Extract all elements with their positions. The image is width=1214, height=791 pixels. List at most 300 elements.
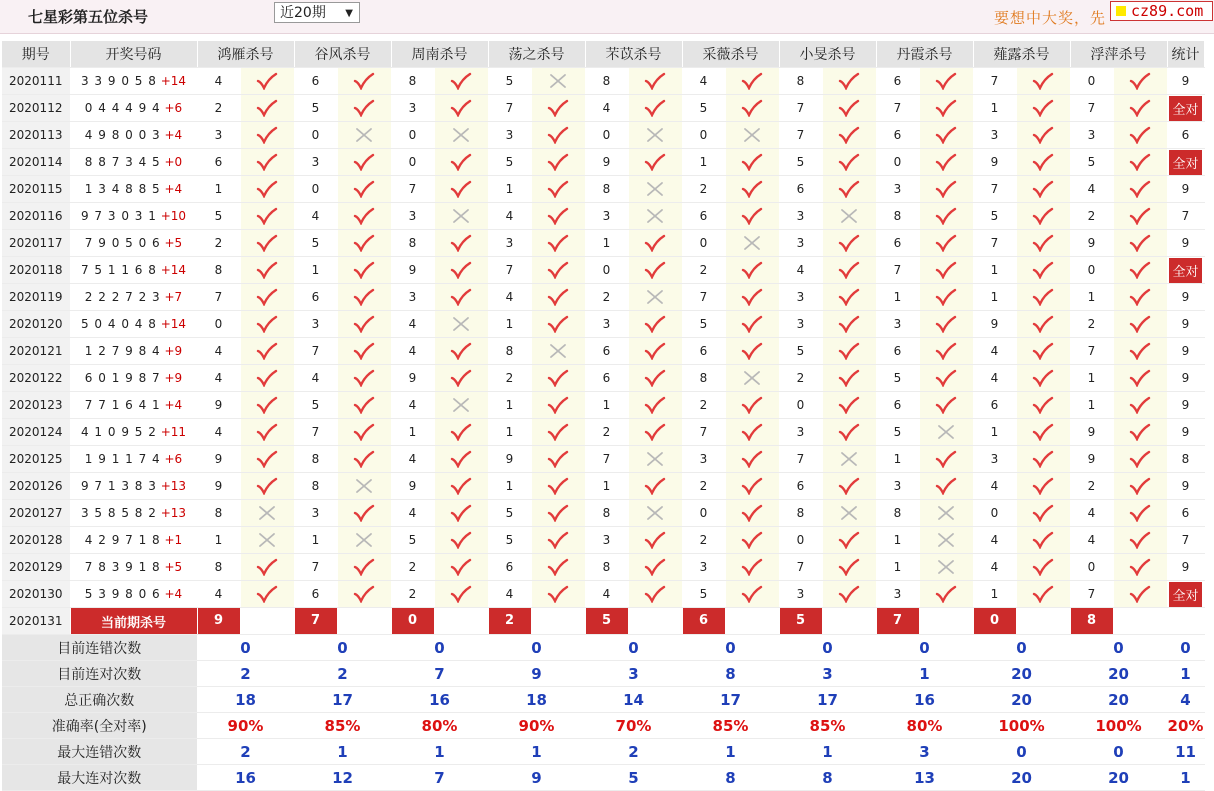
draw-numbers-cell [70, 95, 197, 122]
check-icon [1129, 504, 1151, 522]
kill-number-cell: 4 [1070, 176, 1113, 203]
check-icon [547, 315, 569, 333]
result-correct [1016, 500, 1070, 527]
check-icon [741, 531, 763, 549]
cross-icon [353, 126, 375, 144]
check-icon [547, 234, 569, 252]
kill-number-cell: 9 [197, 446, 240, 473]
check-icon [256, 450, 278, 468]
kill-number-cell: 6 [876, 122, 919, 149]
cross-icon [741, 369, 763, 387]
table-row [2, 581, 1204, 608]
result-correct [725, 500, 779, 527]
kill-number-cell: 3 [779, 230, 822, 257]
check-icon [256, 288, 278, 306]
summary-value: 0 [488, 635, 585, 661]
kill-number-cell: 1 [973, 284, 1016, 311]
kill-number-cell: 8 [391, 68, 434, 95]
result-correct [240, 257, 294, 284]
draw-numbers-cell [70, 500, 197, 527]
summary-row [2, 739, 1204, 765]
draw-sum: +9 [160, 344, 183, 358]
result-wrong [337, 527, 391, 554]
draw-numbers: 5 3 9 8 0 6 [84, 587, 161, 601]
check-icon [450, 153, 472, 171]
result-correct [725, 446, 779, 473]
draw-numbers: 4 9 8 0 0 3 [84, 128, 161, 142]
result-correct [725, 338, 779, 365]
check-icon [838, 369, 860, 387]
check-icon [1129, 531, 1151, 549]
kill-number-cell: 8 [197, 554, 240, 581]
correct-count: 9 [1181, 290, 1190, 304]
kill-number-cell: 3 [488, 122, 531, 149]
result-correct [1113, 365, 1167, 392]
kill-number-cell: 7 [488, 95, 531, 122]
check-icon [353, 72, 375, 90]
row-stat-cell [1167, 338, 1204, 365]
summary-value: 3 [585, 661, 682, 687]
summary-value: 1 [294, 739, 391, 765]
result-correct [240, 392, 294, 419]
result-correct [434, 284, 488, 311]
cross-icon [353, 477, 375, 495]
cross-icon [450, 315, 472, 333]
check-icon [353, 504, 375, 522]
result-correct [240, 203, 294, 230]
result-correct [240, 230, 294, 257]
draw-sum: +5 [160, 236, 183, 250]
table-row [2, 149, 1204, 176]
draw-numbers: 0 4 4 4 9 4 [84, 101, 161, 115]
draw-numbers-cell [70, 176, 197, 203]
result-correct [240, 419, 294, 446]
correct-count: 7 [1181, 533, 1190, 547]
period-cell: 2020130 [2, 581, 70, 608]
result-correct [628, 149, 682, 176]
correct-count: 7 [1181, 209, 1190, 223]
result-correct [1113, 446, 1167, 473]
kill-number-cell: 2 [197, 95, 240, 122]
check-icon [547, 261, 569, 279]
check-icon [547, 423, 569, 441]
kill-number-cell: 0 [197, 311, 240, 338]
summary-value: 0 [973, 739, 1070, 765]
check-icon [1129, 126, 1151, 144]
result-correct [1113, 311, 1167, 338]
result-correct [822, 527, 876, 554]
result-wrong [725, 122, 779, 149]
kill-number-cell: 4 [197, 338, 240, 365]
check-icon [353, 423, 375, 441]
kill-number-cell: 1 [294, 527, 337, 554]
kill-number-cell: 8 [682, 365, 725, 392]
draw-numbers: 4 2 9 7 1 8 [84, 533, 161, 547]
kill-number-cell: 6 [294, 68, 337, 95]
kill-number-cell: 3 [876, 473, 919, 500]
check-icon [353, 450, 375, 468]
result-correct [628, 392, 682, 419]
correct-count: 6 [1181, 128, 1190, 142]
result-correct [240, 446, 294, 473]
summary-value: 100% [1070, 713, 1167, 739]
current-period-row [2, 608, 1204, 635]
kill-number-cell: 5 [682, 581, 725, 608]
period-cell: 2020122 [2, 365, 70, 392]
check-icon [838, 315, 860, 333]
result-correct [919, 311, 973, 338]
draw-numbers-cell [70, 149, 197, 176]
kill-number-cell: 7 [682, 284, 725, 311]
kill-number-cell: 3 [779, 581, 822, 608]
summary-value: 1 [876, 661, 973, 687]
table-row [2, 203, 1204, 230]
draw-numbers-cell [70, 419, 197, 446]
result-correct [628, 311, 682, 338]
check-icon [644, 396, 666, 414]
check-icon [1032, 315, 1054, 333]
kill-number-cell: 6 [488, 554, 531, 581]
kill-number-cell: 8 [197, 500, 240, 527]
period-cell: 2020129 [2, 554, 70, 581]
draw-sum: +14 [156, 74, 187, 88]
result-correct [1016, 68, 1070, 95]
check-icon [1129, 315, 1151, 333]
summary-value: 8 [779, 765, 876, 791]
row-stat-cell [1167, 95, 1204, 122]
result-correct [725, 149, 779, 176]
result-correct [434, 527, 488, 554]
check-icon [741, 423, 763, 441]
check-icon [838, 153, 860, 171]
result-wrong [822, 446, 876, 473]
kill-number-cell: 3 [294, 500, 337, 527]
kill-number-cell: 3 [876, 581, 919, 608]
kill-number-cell: 4 [682, 68, 725, 95]
kill-number-cell: 8 [488, 338, 531, 365]
kill-number-cell: 4 [1070, 500, 1113, 527]
check-icon [1129, 72, 1151, 90]
result-correct [337, 257, 391, 284]
kill-number-cell: 6 [876, 230, 919, 257]
kill-number-cell: 1 [585, 392, 628, 419]
check-icon [644, 153, 666, 171]
kill-number-cell: 1 [682, 149, 725, 176]
result-wrong [628, 284, 682, 311]
kill-number-cell: 6 [294, 284, 337, 311]
cross-icon [353, 531, 375, 549]
result-correct [337, 338, 391, 365]
correct-count: 6 [1181, 506, 1190, 520]
cross-icon [644, 450, 666, 468]
result-correct [1113, 527, 1167, 554]
summary-value: 0 [197, 635, 294, 661]
summary-value: 7 [391, 765, 488, 791]
result-correct [919, 446, 973, 473]
kill-number-cell: 9 [585, 149, 628, 176]
check-icon [1032, 423, 1054, 441]
result-correct [1016, 338, 1070, 365]
check-icon [1032, 234, 1054, 252]
result-correct [337, 68, 391, 95]
check-icon [1129, 396, 1151, 414]
table-row [2, 392, 1204, 419]
result-wrong [628, 500, 682, 527]
check-icon [935, 288, 957, 306]
check-icon [644, 261, 666, 279]
result-correct [531, 365, 585, 392]
result-correct [1016, 419, 1070, 446]
current-kill-cell [197, 608, 294, 635]
kill-number-cell: 6 [973, 392, 1016, 419]
all-correct-badge: 全对 [1169, 96, 1201, 121]
row-stat-cell [1167, 473, 1204, 500]
kill-number-cell: 1 [973, 95, 1016, 122]
kill-number-cell: 4 [197, 365, 240, 392]
result-correct [822, 554, 876, 581]
kill-number-cell: 4 [1070, 527, 1113, 554]
check-icon [547, 99, 569, 117]
column-header-expert: 薤露杀号 [973, 41, 1070, 68]
summary-value: 0 [294, 635, 391, 661]
result-correct [919, 392, 973, 419]
check-icon [1032, 369, 1054, 387]
kill-number-cell: 2 [779, 365, 822, 392]
check-icon [353, 234, 375, 252]
result-correct [1113, 203, 1167, 230]
check-icon [644, 531, 666, 549]
check-icon [741, 585, 763, 603]
summary-value: 1 [391, 739, 488, 765]
result-correct [822, 338, 876, 365]
kill-number-cell: 4 [973, 527, 1016, 554]
column-header-expert: 采薇杀号 [682, 41, 779, 68]
result-correct [919, 338, 973, 365]
check-icon [1032, 180, 1054, 198]
draw-sum: +6 [160, 452, 183, 466]
check-icon [935, 477, 957, 495]
cross-icon [644, 504, 666, 522]
result-correct [725, 392, 779, 419]
kill-number-cell: 5 [876, 419, 919, 446]
result-correct [1113, 419, 1167, 446]
kill-number-cell: 3 [876, 176, 919, 203]
check-icon [256, 234, 278, 252]
kill-number-cell: 3 [779, 284, 822, 311]
kill-number-cell: 0 [391, 122, 434, 149]
column-header-expert: 浮萍杀号 [1070, 41, 1167, 68]
period-cell: 2020112 [2, 95, 70, 122]
kill-number-cell: 3 [585, 527, 628, 554]
check-icon [353, 207, 375, 225]
kill-number-cell: 0 [585, 257, 628, 284]
kill-number-cell: 3 [973, 446, 1016, 473]
row-stat-cell [1167, 284, 1204, 311]
check-icon [644, 585, 666, 603]
check-icon [741, 261, 763, 279]
kill-number-table [2, 41, 1205, 791]
kill-number-cell: 1 [876, 284, 919, 311]
check-icon [353, 342, 375, 360]
kill-number-cell: 1 [1070, 392, 1113, 419]
summary-value: 17 [682, 687, 779, 713]
result-wrong [919, 500, 973, 527]
summary-value: 0 [1070, 739, 1167, 765]
result-correct [628, 338, 682, 365]
row-stat-cell [1167, 203, 1204, 230]
check-icon [741, 315, 763, 333]
kill-number-cell: 7 [973, 230, 1016, 257]
summary-value: 20 [1070, 765, 1167, 791]
kill-number-cell: 5 [682, 311, 725, 338]
check-icon [838, 234, 860, 252]
check-icon [741, 450, 763, 468]
result-wrong [822, 203, 876, 230]
kill-number-cell: 3 [585, 203, 628, 230]
kill-number-cell: 5 [294, 230, 337, 257]
check-icon [450, 261, 472, 279]
result-wrong [628, 122, 682, 149]
kill-number-cell: 8 [391, 230, 434, 257]
result-correct [531, 527, 585, 554]
kill-number-cell: 7 [876, 257, 919, 284]
result-wrong [628, 446, 682, 473]
result-correct [1113, 122, 1167, 149]
kill-number-cell: 3 [876, 311, 919, 338]
summary-value: 8 [682, 765, 779, 791]
check-icon [644, 234, 666, 252]
check-icon [450, 180, 472, 198]
result-correct [434, 230, 488, 257]
summary-value: 0 [876, 635, 973, 661]
current-period-cell: 2020131 [2, 608, 70, 635]
check-icon [644, 99, 666, 117]
summary-value: 20 [973, 765, 1070, 791]
kill-number-cell: 3 [391, 203, 434, 230]
row-stat-cell [1167, 554, 1204, 581]
cross-icon [935, 531, 957, 549]
row-stat-cell [1167, 230, 1204, 257]
check-icon [450, 450, 472, 468]
period-cell: 2020111 [2, 68, 70, 95]
check-icon [838, 396, 860, 414]
kill-number-cell: 8 [585, 554, 628, 581]
kill-number-cell: 7 [197, 284, 240, 311]
period-cell: 2020120 [2, 311, 70, 338]
check-icon [450, 585, 472, 603]
summary-value: 20 [973, 687, 1070, 713]
result-correct [725, 473, 779, 500]
result-correct [1016, 365, 1070, 392]
result-correct [725, 257, 779, 284]
kill-number-cell: 6 [197, 149, 240, 176]
kill-number-cell: 6 [294, 581, 337, 608]
check-icon [256, 126, 278, 144]
draw-numbers: 7 7 1 6 4 1 [84, 398, 161, 412]
current-kill-label: 当前期杀号 [70, 608, 197, 635]
draw-numbers-cell [70, 122, 197, 149]
check-icon [1129, 288, 1151, 306]
kill-number-cell: 5 [779, 338, 822, 365]
table-row [2, 230, 1204, 257]
check-icon [1129, 477, 1151, 495]
current-kill-number: 8 [1071, 608, 1113, 634]
summary-stat: 4 [1167, 687, 1204, 713]
summary-row [2, 661, 1204, 687]
check-icon [1129, 585, 1151, 603]
result-wrong [434, 392, 488, 419]
kill-number-cell: 0 [876, 149, 919, 176]
kill-number-cell: 6 [682, 338, 725, 365]
kill-number-cell: 5 [488, 527, 531, 554]
kill-number-cell: 9 [973, 311, 1016, 338]
check-icon [644, 315, 666, 333]
check-icon [547, 585, 569, 603]
draw-numbers-cell [70, 338, 197, 365]
result-correct [822, 284, 876, 311]
current-kill-number: 7 [295, 608, 337, 634]
result-correct [240, 122, 294, 149]
check-icon [935, 234, 957, 252]
all-correct-badge: 全对 [1169, 582, 1201, 607]
kill-number-cell: 2 [682, 257, 725, 284]
result-correct [531, 473, 585, 500]
check-icon [935, 315, 957, 333]
column-header-expert: 荡之杀号 [488, 41, 585, 68]
summary-value: 0 [779, 635, 876, 661]
result-correct [337, 203, 391, 230]
check-icon [838, 72, 860, 90]
period-cell: 2020128 [2, 527, 70, 554]
check-icon [741, 72, 763, 90]
period-range-select[interactable] [274, 2, 360, 23]
period-cell: 2020113 [2, 122, 70, 149]
result-correct [725, 284, 779, 311]
correct-count: 9 [1181, 344, 1190, 358]
summary-value: 5 [585, 765, 682, 791]
result-wrong [434, 203, 488, 230]
check-icon [1032, 477, 1054, 495]
kill-number-cell: 7 [585, 446, 628, 473]
site-logo[interactable] [1110, 1, 1213, 21]
check-icon [450, 288, 472, 306]
correct-count: 9 [1181, 236, 1190, 250]
table-row [2, 500, 1204, 527]
summary-row [2, 635, 1204, 661]
check-icon [450, 477, 472, 495]
result-correct [628, 554, 682, 581]
result-wrong [531, 68, 585, 95]
result-correct [628, 95, 682, 122]
kill-number-cell: 9 [391, 473, 434, 500]
check-icon [644, 72, 666, 90]
draw-numbers-cell [70, 473, 197, 500]
kill-number-cell: 8 [585, 68, 628, 95]
kill-number-cell: 5 [1070, 149, 1113, 176]
check-icon [1032, 126, 1054, 144]
kill-number-cell: 0 [1070, 554, 1113, 581]
summary-value: 70% [585, 713, 682, 739]
kill-number-cell: 1 [488, 176, 531, 203]
table-row [2, 95, 1204, 122]
result-correct [1016, 554, 1070, 581]
kill-number-cell: 7 [779, 446, 822, 473]
result-correct [531, 392, 585, 419]
table-row [2, 311, 1204, 338]
result-correct [531, 284, 585, 311]
summary-value: 7 [391, 661, 488, 687]
kill-number-cell: 1 [391, 419, 434, 446]
